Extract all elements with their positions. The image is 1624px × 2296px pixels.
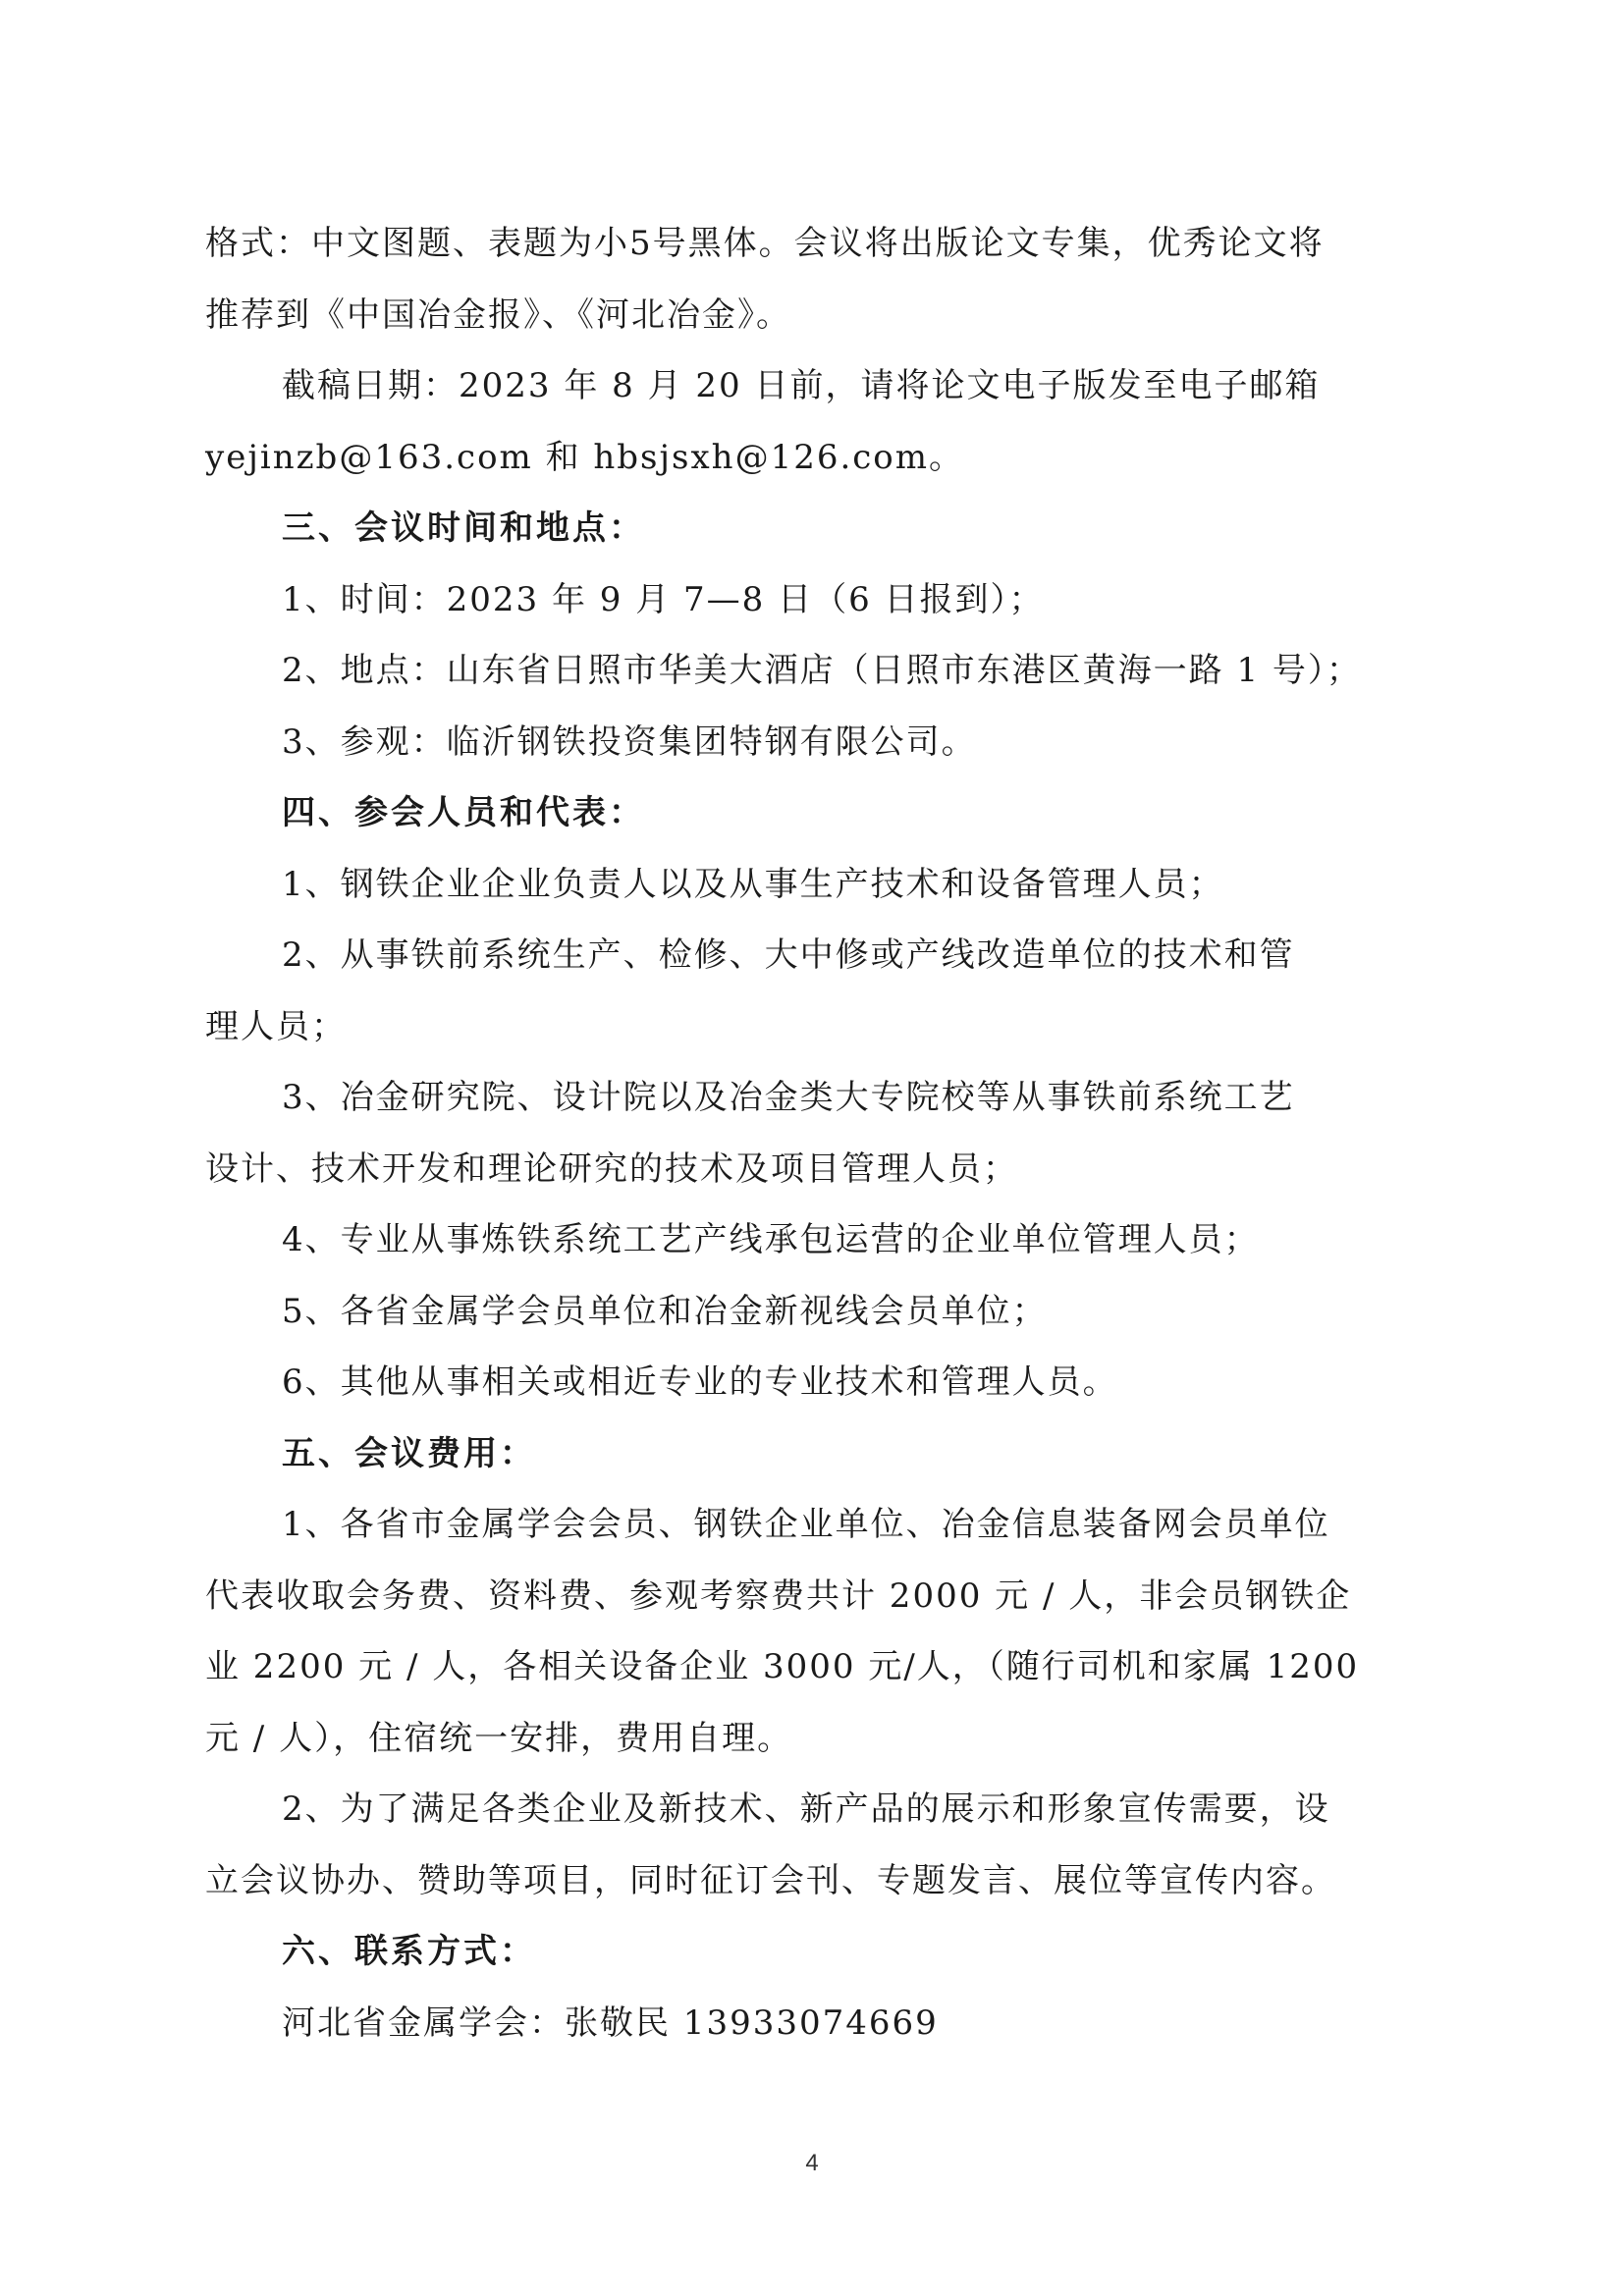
format-requirements-text: 格式：中文图题、表题为小5号黑体。会议将出版论文专集，优秀论文将 xyxy=(205,224,1325,263)
meeting-time-item: 1、时间：2023 年 9 月 7—8 日（6 日报到）； xyxy=(282,580,1045,619)
fee-item-2: 2、为了满足各类企业及新技术、新产品的展示和形象宣传需要，设 xyxy=(282,1789,1330,1829)
section-heading-fees: 五、会议费用： xyxy=(282,1434,536,1473)
format-requirements-text-cont: 推荐到《中国冶金报》、《河北冶金》。 xyxy=(205,295,791,335)
attendee-item-1: 1、钢铁企业企业负责人以及从事生产技术和设备管理人员； xyxy=(282,865,1224,904)
submission-emails: yejinzb@163.com 和 hbsjsxh@126.com。 xyxy=(205,438,965,477)
section-heading-attendees: 四、参会人员和代表： xyxy=(282,793,645,832)
fee-item-2-cont: 立会议协办、赞助等项目，同时征订会刊、专题发言、展位等宣传内容。 xyxy=(205,1861,1336,1900)
fee-item-1-cont-2: 业 2200 元 / 人，各相关设备企业 3000 元/人，（随行司机和家属 1200 xyxy=(205,1647,1360,1686)
page-number: 4 xyxy=(805,2150,819,2176)
fee-item-1-cont-1: 代表收取会务费、资料费、参观考察费共计 2000 元 / 人，非会员钢铁企 xyxy=(205,1576,1352,1616)
section-heading-contact: 六、联系方式： xyxy=(282,1932,536,1971)
attendee-item-3-cont: 设计、技术开发和理论研究的技术及项目管理人员； xyxy=(205,1149,1018,1189)
deadline-text: 截稿日期：2023 年 8 月 20 日前，请将论文电子版发至电子邮箱 xyxy=(282,366,1321,405)
attendee-item-4: 4、专业从事炼铁系统工艺产线承包运营的企业单位管理人员； xyxy=(282,1220,1260,1259)
meeting-location-item: 2、地点：山东省日照市华美大酒店（日照市东港区黄海一路 1 号）； xyxy=(282,651,1362,690)
contact-item: 河北省金属学会：张敬民 13933074669 xyxy=(282,2003,939,2043)
attendee-item-2-cont: 理人员； xyxy=(205,1007,347,1046)
attendee-item-3: 3、冶金研究院、设计院以及冶金类大专院校等从事铁前系统工艺 xyxy=(282,1078,1295,1117)
attendee-item-5: 5、各省金属学会员单位和冶金新视线会员单位； xyxy=(282,1292,1048,1331)
fee-item-1: 1、各省市金属学会会员、钢铁企业单位、冶金信息装备网会员单位 xyxy=(282,1505,1330,1544)
site-visit-item: 3、参观：临沂钢铁投资集团特钢有限公司。 xyxy=(282,722,977,762)
attendee-item-6: 6、其他从事相关或相近专业的专业技术和管理人员。 xyxy=(282,1362,1118,1402)
fee-item-1-cont-3: 元 / 人），住宿统一安排，费用自理。 xyxy=(205,1719,793,1758)
attendee-item-2: 2、从事铁前系统生产、检修、大中修或产线改造单位的技术和管 xyxy=(282,935,1295,975)
section-heading-time-place: 三、会议时间和地点： xyxy=(282,508,645,548)
